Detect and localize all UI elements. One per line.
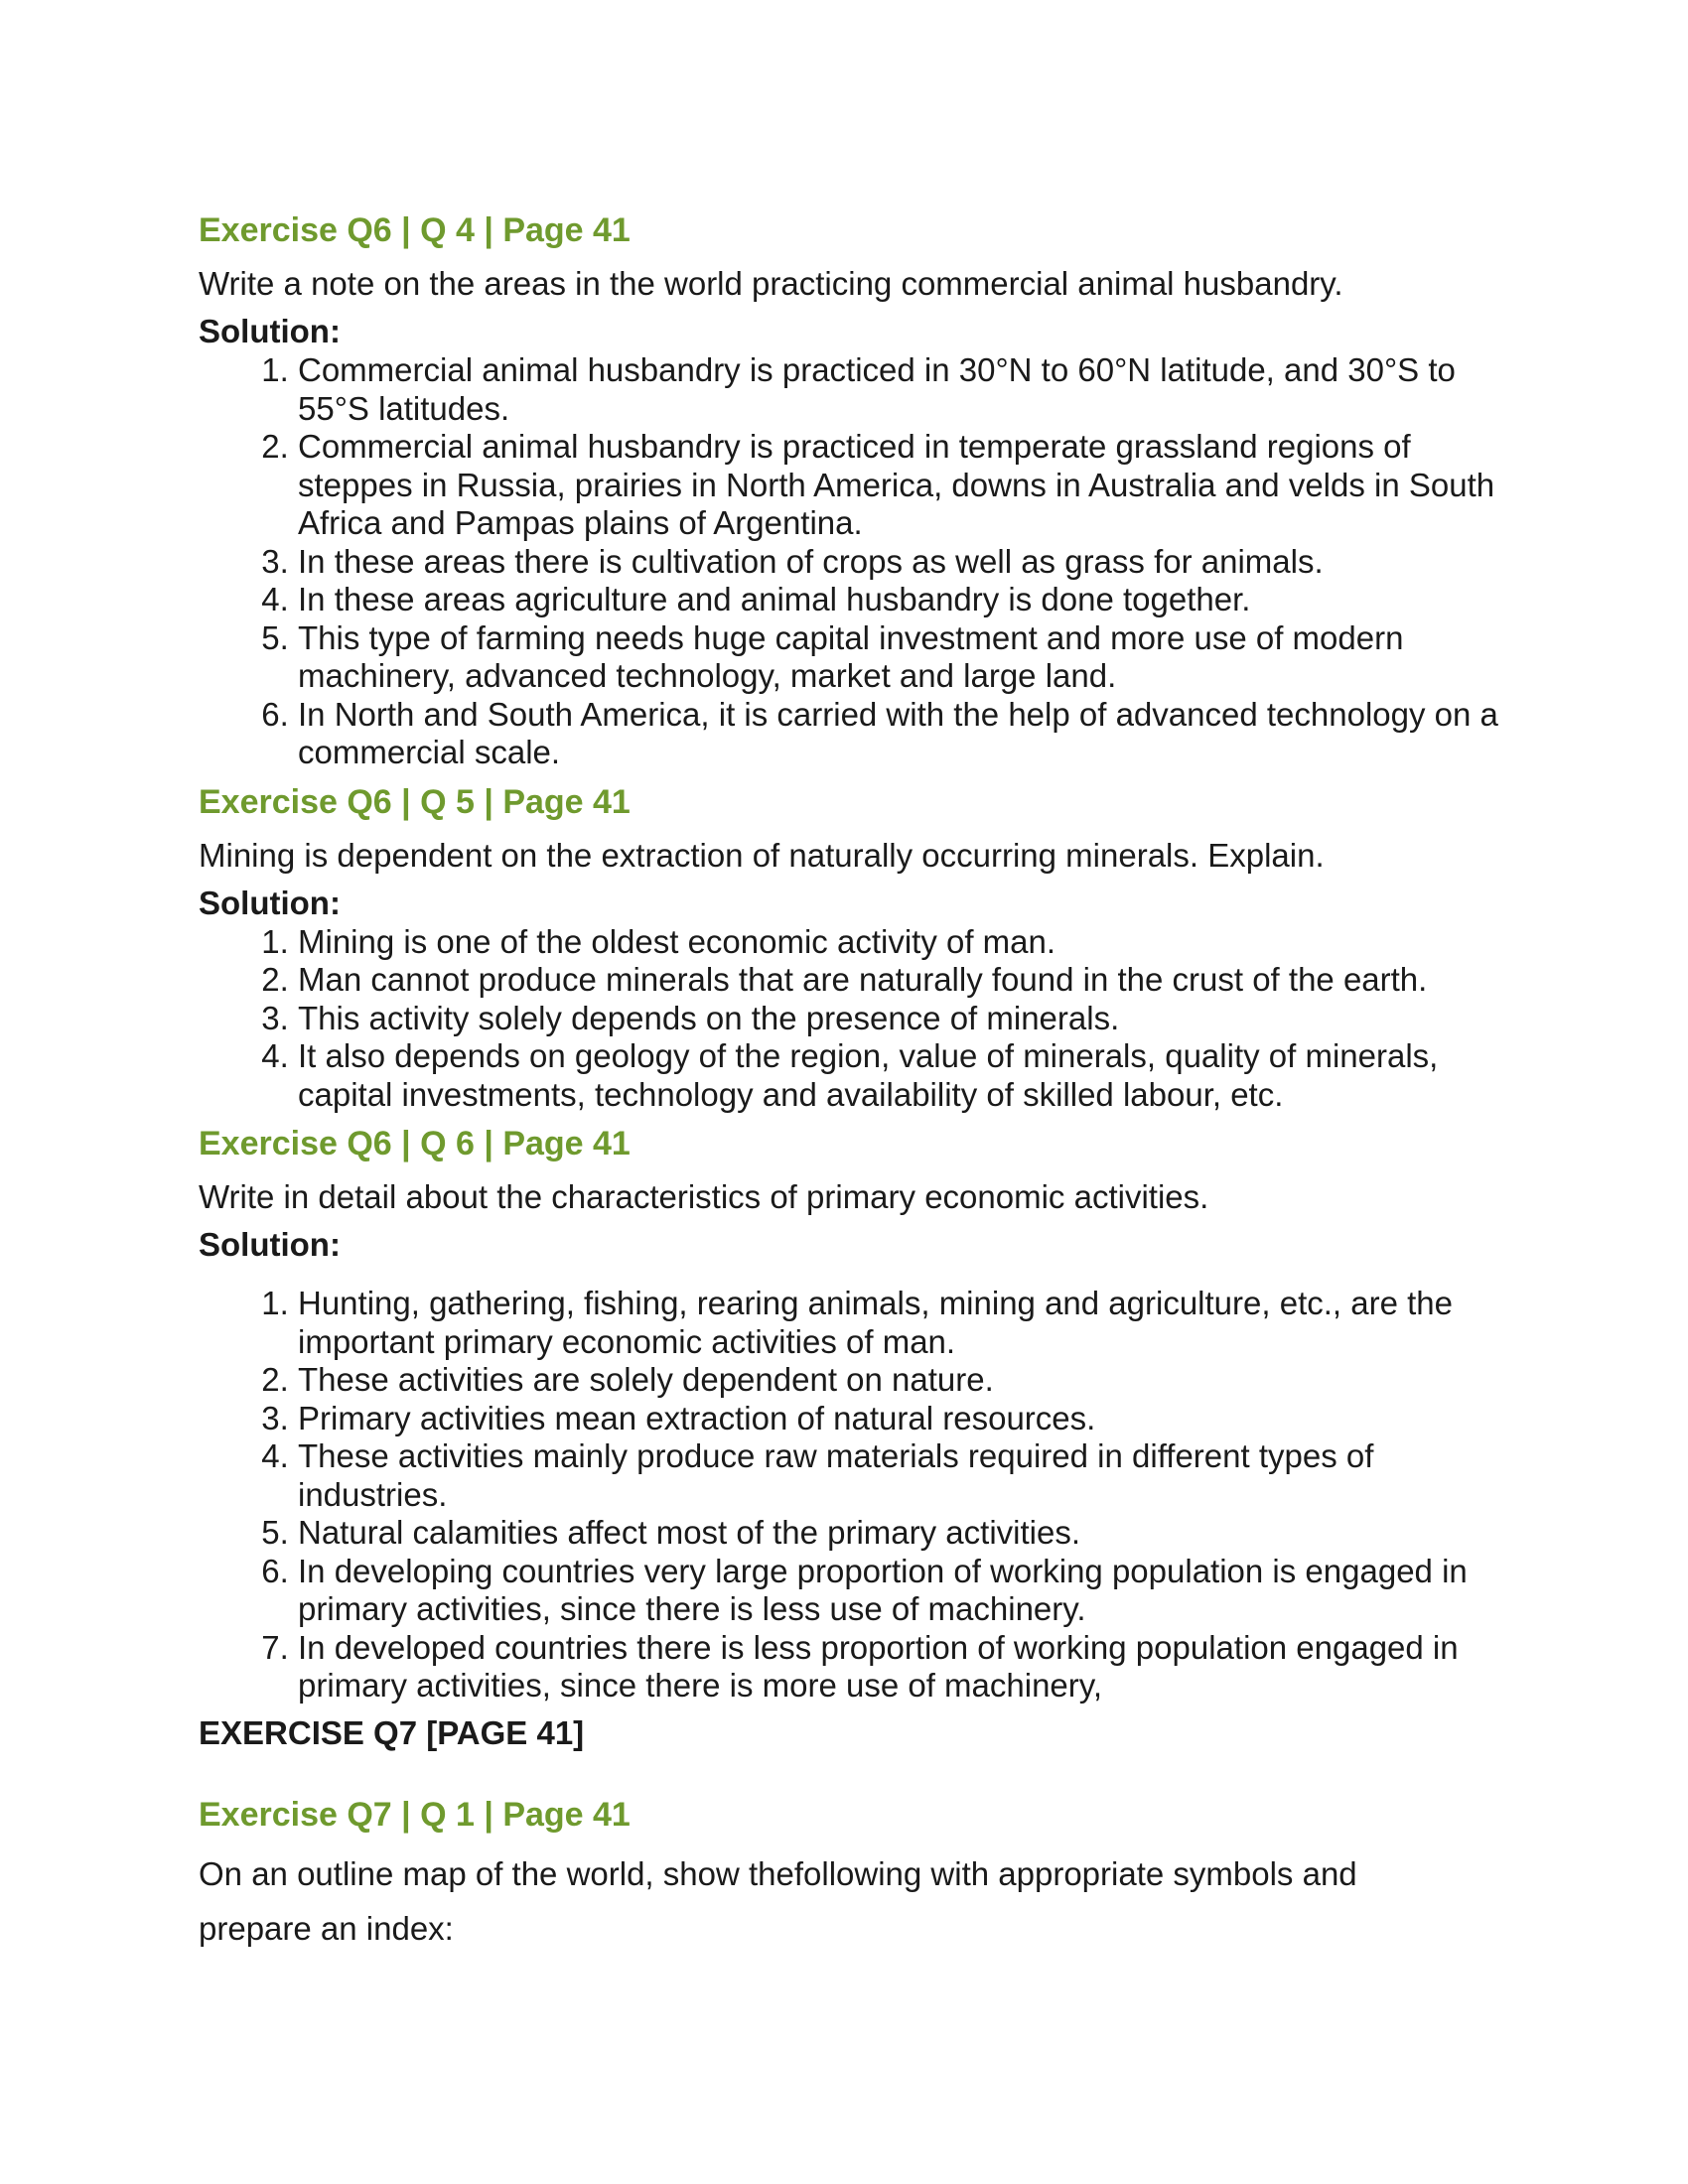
list-item: 2. Man cannot produce minerals that are naturally found in the crust of the earth. [298,961,1509,1000]
list-item: 5. This type of farming needs huge capital investment and more use of modern machinery, advanced technology, market and large land. [298,619,1509,696]
list-item: 3. This activity solely depends on the presence of minerals. [298,1000,1509,1038]
list-item: 3. In these areas there is cultivation of crops as well as grass for animals. [298,543,1509,582]
list-item: 4. These activities mainly produce raw materials required in different types of industries. [298,1437,1509,1514]
solution-label: Solution: [199,884,341,921]
list-item: 6. In developing countries very large proportion of working population is engaged in primary activities, since there is less use of machinery. [298,1553,1509,1629]
question-section [199,208,1509,772]
question-heading: Exercise Q6 | Q 4 | Page 41 [199,211,631,249]
list-item: 6. In North and South America, it is carried with the help of advanced technology on a commercial scale. [298,696,1509,772]
question-text: Write in detail about the characteristics of primary economic activities. [199,1178,1209,1215]
exercise-section-title: EXERCISE Q7 [PAGE 41] [199,1713,585,1751]
solution-label: Solution: [199,313,341,349]
list-item: 2. Commercial animal husbandry is practiced in temperate grassland regions of steppes in Russia, prairies in North America, downs in Australia and velds in South Africa and Pampas plains of Argentina. [298,428,1509,543]
solution-list [199,351,1509,772]
question-text [199,1846,1509,1956]
question-section [199,1122,1509,1706]
question-line: prepare an index: [199,1909,454,1947]
page-content [199,208,1509,1956]
solution-label: Solution: [199,1226,341,1263]
list-item: 5. Natural calamities affect most of the primary activities. [298,1514,1509,1553]
question-line: On an outline map of the world, show thefollowing with appropriate symbols and [199,1854,1357,1892]
question-section [199,780,1509,1115]
question-heading: Exercise Q7 | Q 1 | Page 41 [199,1795,631,1834]
question-text: Write a note on the areas in the world practicing commercial animal husbandry. [199,265,1343,302]
question-heading: Exercise Q6 | Q 6 | Page 41 [199,1125,631,1162]
question-section [199,1793,1509,1956]
question-heading: Exercise Q6 | Q 5 | Page 41 [199,782,631,821]
list-item: 2. These activities are solely dependent on nature. [298,1361,1509,1400]
question-text: Mining is dependent on the extraction of naturally occurring minerals. Explain. [199,836,1325,874]
solution-list [199,1285,1509,1706]
list-item: 4. It also depends on geology of the region, value of minerals, quality of minerals, capital investments, technology and availability of skilled labour, etc. [298,1037,1509,1114]
list-item: 1. Commercial animal husbandry is practiced in 30°N to 60°N latitude, and 30°S to 55°S latitudes. [298,351,1509,428]
solution-list [199,923,1509,1115]
list-item: 3. Primary activities mean extraction of natural resources. [298,1400,1509,1438]
list-item: 1. Hunting, gathering, fishing, rearing animals, mining and agriculture, etc., are the important primary economic activities of man. [298,1285,1509,1361]
list-item: 4. In these areas agriculture and animal husbandry is done together. [298,581,1509,619]
list-item: 7. In developed countries there is less proportion of working population engaged in primary activities, since there is more use of machinery, [298,1629,1509,1706]
list-item: 1. Mining is one of the oldest economic activity of man. [298,923,1509,962]
